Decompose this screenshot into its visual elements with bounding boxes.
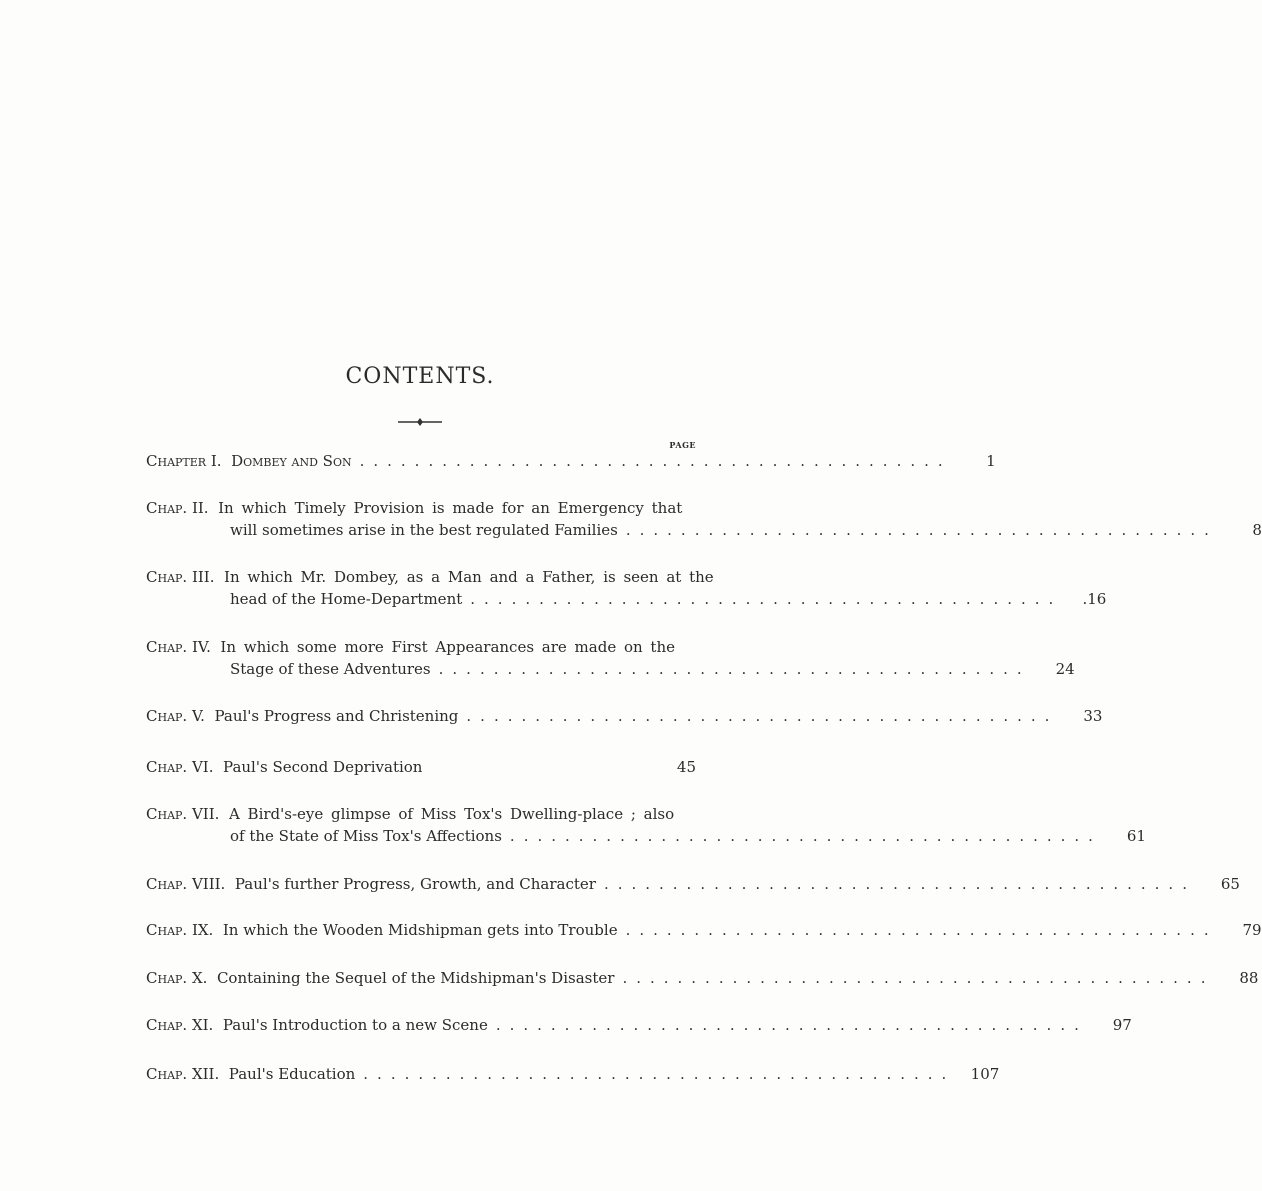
page-column-header: PAGE [669,440,696,450]
page-number: 107 [970,1065,1000,1083]
chapter-title-line2: Stage of these Adventures [230,660,431,678]
chapter-title-line2: of the State of Miss Tox's Affections [230,827,502,845]
dot-leader: ........................................... [470,590,1063,608]
toc-entry[interactable] [146,1063,1000,1085]
dot-leader: ........................................... [625,521,1218,539]
toc-entry[interactable] [146,497,1262,541]
dot-leader: ........................................... [495,1016,1088,1034]
chapter-title-line1: In which Mr. Dombey, as a Man and a Father, is seen at the [224,568,714,586]
chapter-title: In which the Wooden Midshipman gets into Trouble [222,921,618,939]
chapter-title: Paul's Education [228,1065,356,1083]
chapter-title-line2: will sometimes arise in the best regulated Families [230,521,618,539]
page-number: 97 [1112,1016,1132,1034]
chapter-title: Dombey and Son [231,452,352,470]
ornament-divider [396,418,444,426]
dot-leader: ........................................... [363,1065,956,1083]
chapter-label: Chapter I. [146,452,222,470]
chapter-title-line1: A Bird's-eye glimpse of Miss Tox's Dwelling-place ; also [228,805,675,823]
chapter-label: Chap. II. [146,499,209,517]
toc-entry[interactable] [146,803,1146,847]
toc-entry[interactable] [146,705,1103,727]
dot-leader: ........................................... [603,875,1196,893]
chapter-label: Chap. XII. [146,1065,220,1083]
dot-leader: ........................................... [359,452,952,470]
page-number: 33 [1083,707,1103,725]
dot-leader: ........................................... [438,660,1031,678]
page-number: 45 [676,758,696,776]
page-number: 88 [1239,969,1259,987]
toc-entry[interactable] [146,919,1262,941]
toc-entry[interactable] [146,450,996,472]
dot-leader: ........................................... [509,827,1102,845]
chapter-title-line2: head of the Home-Department [230,590,463,608]
toc-entry[interactable] [146,873,1240,895]
chapter-title: Paul's Progress and Christening [214,707,459,725]
dot-leader: ........................................... [625,921,1218,939]
chapter-label: Chap. XI. [146,1016,214,1034]
dot-leader: ........................................... [622,969,1215,987]
dot-leader: ........................................... [466,707,1059,725]
page-number: .16 [1082,590,1107,608]
chapter-label: Chap. VIII. [146,875,226,893]
toc-entry[interactable] [146,967,1259,989]
toc-entry[interactable] [146,566,1107,610]
chapter-title: Containing the Sequel of the Midshipman's Disaster [216,969,615,987]
page-number: 1 [986,452,996,470]
chapter-label: Chap. IX. [146,921,214,939]
chapter-label: Chap. IV. [146,638,211,656]
chapter-title-line1: In which some more First Appearances are made on the [220,638,675,656]
page-number: 8 [1252,521,1262,539]
toc-entry[interactable] [146,1014,1132,1036]
chapter-title: Paul's Second Deprivation [223,758,423,776]
chapter-title: Paul's Introduction to a new Scene [222,1016,488,1034]
chapter-label: Chap. V. [146,707,205,725]
chapter-title-line1: In which Timely Provision is made for an Emergency that [218,499,683,517]
chapter-label: Chap. VI. [146,758,214,776]
page-number: 79 [1242,921,1262,939]
page-number: 61 [1126,827,1146,845]
chapter-label: Chap. X. [146,969,208,987]
chapter-label: Chap. VII. [146,805,220,823]
chapter-label: Chap. III. [146,568,215,586]
toc-entry[interactable] [146,756,696,778]
chapter-title: Paul's further Progress, Growth, and Character [234,875,596,893]
page-title: CONTENTS. [345,364,495,389]
page-number: 65 [1220,875,1240,893]
page-number: 24 [1055,660,1075,678]
toc-entry[interactable] [146,636,1075,680]
